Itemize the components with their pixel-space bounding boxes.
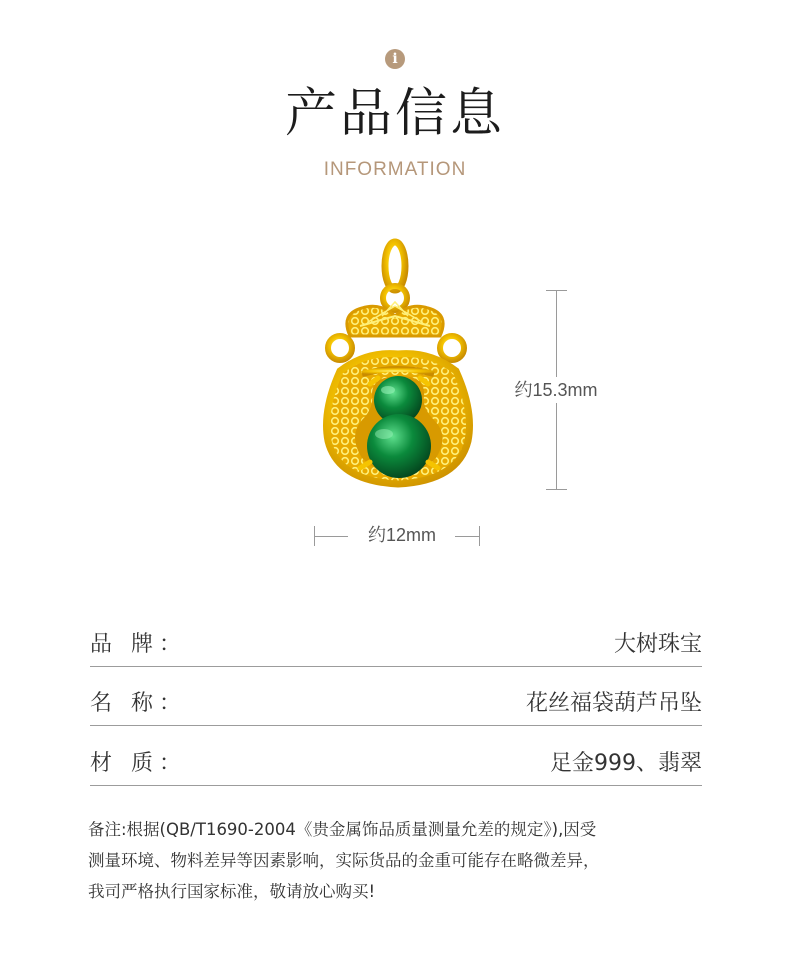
note-line: 测量环境、物料差异等因素影响，实际货品的金重可能存在略微差异，: [88, 851, 600, 870]
spec-value: 足金999、翡翠: [550, 751, 702, 776]
info-icon: i: [385, 49, 405, 69]
pendant-image: [300, 236, 500, 496]
spec-value: 大树珠宝: [613, 632, 702, 657]
note-line: 备注:根据(QB/T1690-2004《贵金属饰品质量测量允差的规定》),因受: [88, 820, 597, 839]
height-dimension-label: 约15.3mm: [500, 377, 612, 403]
width-dimension-label: 约12mm: [367, 525, 436, 545]
page-title: 产品信息: [284, 84, 505, 144]
spec-key: 品 牌：: [90, 632, 187, 657]
spec-row-material: [90, 741, 702, 786]
width-dimension-line-right: [455, 536, 479, 537]
spec-row-name: [90, 681, 702, 726]
disclaimer-note: [88, 814, 708, 907]
spec-key: 材 质：: [90, 751, 187, 776]
width-dimension-cap-right: [479, 526, 480, 546]
page-subtitle: INFORMATION: [323, 159, 467, 180]
width-dimension-line-left: [314, 536, 348, 537]
bail-ring: [383, 242, 407, 310]
spec-value: 花丝福袋葫芦吊坠: [525, 691, 702, 716]
spec-key: 名 称：: [90, 691, 187, 716]
spec-row-brand: [90, 622, 702, 667]
height-dimension-cap-bottom: [546, 489, 567, 490]
note-line: 我司严格执行国家标准，敬请放心购买!: [88, 882, 376, 901]
